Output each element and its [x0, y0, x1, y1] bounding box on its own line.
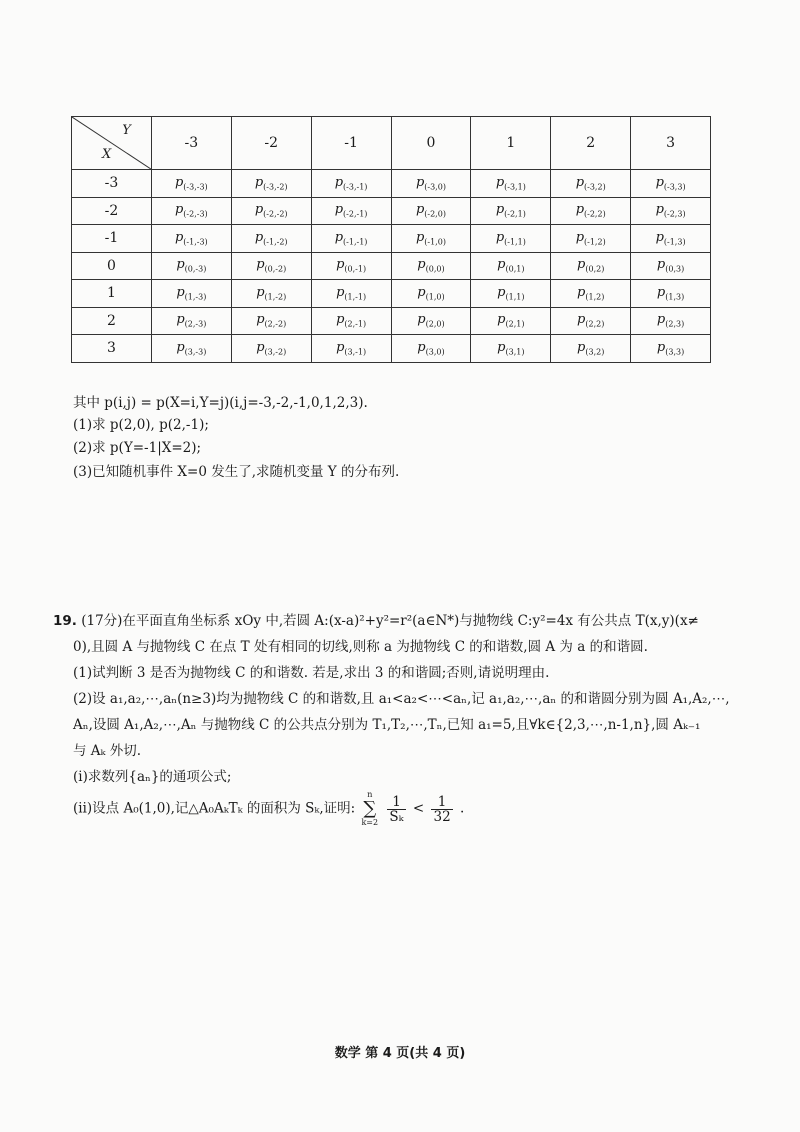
row-header: 1: [72, 280, 152, 308]
corner-y-label: Y: [122, 123, 131, 138]
q18-note: 其中 p(i,j) = p(X=i,Y=j)(i,j=-3,-2,-1,0,1,2,3).: [73, 395, 368, 411]
table-row: [72, 197, 711, 225]
fraction-rhs-denominator: 32: [433, 808, 451, 825]
probability-cell: [231, 170, 311, 198]
probability-cell: [151, 335, 231, 363]
probability-subscript: (-1,3): [663, 237, 686, 247]
probability-cell: [471, 280, 551, 308]
probability-subscript: (0,-2): [264, 265, 287, 275]
probability-subscript: (2,-3): [184, 320, 207, 330]
probability-symbol: $p_{(-2,-3)}$: [174, 202, 208, 220]
probability-subscript: (3,3): [665, 347, 685, 357]
probability-subscript: (1,0): [425, 292, 445, 302]
probability-symbol: $p_{(1,2)}$: [577, 284, 605, 302]
probability-cell: [471, 335, 551, 363]
table-row: [72, 280, 711, 308]
probability-symbol: $p_{(-3,-1)}$: [334, 174, 368, 192]
q19-line1: [53, 608, 753, 634]
probability-cell: [391, 307, 471, 335]
probability-cell: [151, 280, 231, 308]
probability-cell: [551, 307, 631, 335]
probability-subscript: (3,-2): [264, 347, 287, 357]
probability-cell: [631, 252, 711, 280]
probability-symbol: $p_{(2,-1)}$: [336, 312, 367, 330]
probability-subscript: (1,3): [665, 292, 685, 302]
probability-cell: [471, 170, 551, 198]
probability-symbol: $p_{(3,0)}$: [417, 339, 445, 357]
table-row: [72, 307, 711, 335]
probability-symbol: $p_{(-3,-2)}$: [254, 174, 288, 192]
probability-symbol: $p_{(-1,2)}$: [575, 229, 606, 247]
row-header: 0: [72, 252, 152, 280]
probability-subscript: (-1,-3): [183, 237, 208, 247]
probability-subscript: (3,1): [505, 347, 525, 357]
probability-symbol: $p_{(3,2)}$: [577, 339, 605, 357]
probability-subscript: (3,2): [585, 347, 605, 357]
probability-cell: [391, 170, 471, 198]
probability-cell: [471, 307, 551, 335]
q19-line5: Aₙ,设圆 A₁,A₂,⋯,Aₙ 与抛物线 C 的公共点分别为 T₁,T₂,⋯,Tₙ,已知 a₁=5,且∀k∈{2,3,⋯,n-1,n},圆 Aₖ₋₁: [73, 717, 701, 733]
probability-subscript: (1,-1): [344, 292, 367, 302]
probability-symbol: $p_{(2,0)}$: [417, 312, 445, 330]
probability-symbol: $p_{(-2,-1)}$: [334, 202, 368, 220]
probability-subscript: (1,-3): [184, 292, 207, 302]
probability-subscript: (-3,2): [584, 182, 606, 192]
probability-subscript: (2,2): [585, 320, 605, 330]
probability-subscript: (-3,-3): [183, 182, 208, 192]
probability-cell: [151, 307, 231, 335]
probability-symbol: $p_{(0,-2)}$: [256, 257, 287, 275]
probability-cell: [311, 280, 391, 308]
fraction-lhs-numerator: 1: [387, 795, 405, 810]
probability-subscript: (-1,-1): [343, 237, 368, 247]
probability-subscript: (-2,3): [663, 210, 686, 220]
column-header: 3: [631, 117, 711, 170]
probability-cell: [311, 197, 391, 225]
probability-symbol: $p_{(-1,0)}$: [415, 229, 446, 247]
fraction-rhs-numerator: 1: [431, 795, 452, 810]
probability-subscript: (-3,-1): [343, 182, 368, 192]
q19-line8-text: (ⅱ)设点 A₀(1,0),记△A₀AₖTₖ 的面积为 Sₖ,证明:: [73, 800, 356, 817]
probability-symbol: $p_{(0,2)}$: [577, 257, 605, 275]
probability-symbol: $p_{(-1,-2)}$: [254, 229, 288, 247]
q18-part1: (1)求 p(2,0), p(2,-1);: [73, 417, 209, 433]
probability-subscript: (-3,0): [424, 182, 446, 192]
page-footer: 数学 第 4 页(共 4 页): [334, 1046, 466, 1061]
table-row: [72, 252, 711, 280]
probability-symbol: $p_{(-1,1)}$: [495, 229, 526, 247]
column-header: -2: [231, 117, 311, 170]
probability-subscript: (-1,1): [504, 237, 526, 247]
probability-cell: [311, 252, 391, 280]
column-header: 0: [391, 117, 471, 170]
q19-line8-end: .: [459, 800, 465, 817]
probability-symbol: $p_{(1,1)}$: [497, 284, 525, 302]
row-header: 2: [72, 307, 152, 335]
probability-subscript: (2,-2): [264, 320, 287, 330]
probability-symbol: $p_{(2,1)}$: [497, 312, 525, 330]
table-corner-cell: [72, 117, 152, 170]
probability-symbol: $p_{(-3,-3)}$: [174, 174, 208, 192]
probability-symbol: $p_{(-1,-3)}$: [174, 229, 208, 247]
probability-cell: [391, 280, 471, 308]
fraction-lhs-denominator: Sₖ: [389, 808, 404, 825]
probability-cell: [471, 252, 551, 280]
q19-line7: (ⅰ)求数列{aₙ}的通项公式;: [73, 769, 232, 785]
sum-lower-limit: k=2: [361, 818, 379, 827]
probability-cell: [311, 170, 391, 198]
less-than: <: [412, 800, 425, 817]
probability-subscript: (-3,3): [663, 182, 686, 192]
probability-cell: [631, 335, 711, 363]
probability-cell: [231, 280, 311, 308]
probability-cell: [311, 335, 391, 363]
probability-subscript: (-2,-1): [343, 210, 368, 220]
diagonal-line: [72, 117, 151, 169]
q19-line1-text: (17分)在平面直角坐标系 xOy 中,若圆 A:(x-a)²+y²=r²(a∈N*)与抛物线 C:y²=4x 有公共点 T(x,y)(x≠: [81, 613, 699, 629]
table-row: [72, 225, 711, 253]
probability-symbol: $p_{(1,3)}$: [656, 284, 685, 302]
column-header: -1: [311, 117, 391, 170]
probability-subscript: (-3,-2): [263, 182, 288, 192]
column-header: 1: [471, 117, 551, 170]
sum-upper-limit: n: [367, 790, 373, 799]
q19-line8: [53, 790, 753, 828]
probability-cell: [231, 335, 311, 363]
probability-subscript: (0,3): [665, 265, 685, 275]
probability-cell: [631, 197, 711, 225]
probability-subscript: (-3,1): [504, 182, 526, 192]
probability-cell: [311, 225, 391, 253]
q19-line4: (2)设 a₁,a₂,⋯,aₙ(n≥3)均为抛物线 C 的和谐数,且 a₁<a₂<⋯<aₙ,记 a₁,a₂,⋯,aₙ 的和谐圆分别为圆 A₁,A₂,⋯,: [73, 691, 730, 707]
probability-symbol: $p_{(1,-2)}$: [256, 284, 287, 302]
probability-subscript: (1,-2): [264, 292, 287, 302]
probability-subscript: (-2,-2): [263, 210, 288, 220]
sum-symbol: ∑: [363, 798, 377, 819]
probability-symbol: $p_{(-3,0)}$: [415, 174, 446, 192]
probability-cell: [551, 252, 631, 280]
probability-symbol: $p_{(0,1)}$: [497, 257, 525, 275]
probability-subscript: (3,-1): [344, 347, 367, 357]
probability-cell: [151, 170, 231, 198]
probability-symbol: $p_{(0,-3)}$: [176, 257, 207, 275]
probability-symbol: $p_{(1,0)}$: [417, 284, 445, 302]
probability-subscript: (2,-1): [344, 320, 367, 330]
probability-symbol: $p_{(2,-3)}$: [176, 312, 207, 330]
probability-subscript: (-1,0): [424, 237, 446, 247]
probability-subscript: (1,2): [585, 292, 605, 302]
probability-symbol: $p_{(0,-1)}$: [336, 257, 367, 275]
fraction-lhs: [387, 795, 405, 824]
probability-subscript: (0,2): [585, 265, 605, 275]
probability-cell: [231, 197, 311, 225]
probability-symbol: $p_{(3,-2)}$: [256, 339, 287, 357]
probability-cell: [391, 335, 471, 363]
probability-symbol: $p_{(0,3)}$: [656, 257, 685, 275]
probability-cell: [151, 225, 231, 253]
probability-symbol: $p_{(3,-1)}$: [336, 339, 367, 357]
probability-symbol: $p_{(-2,2)}$: [575, 202, 606, 220]
probability-symbol: $p_{(-3,3)}$: [655, 174, 686, 192]
column-header: 2: [551, 117, 631, 170]
probability-symbol: $p_{(-1,3)}$: [655, 229, 686, 247]
table-row: [72, 335, 711, 363]
probability-cell: [551, 170, 631, 198]
probability-subscript: (-2,1): [504, 210, 526, 220]
probability-subscript: (-1,-2): [263, 237, 288, 247]
probability-symbol: $p_{(-2,3)}$: [655, 202, 686, 220]
probability-cell: [391, 252, 471, 280]
probability-symbol: $p_{(2,3)}$: [656, 312, 685, 330]
column-header: -3: [151, 117, 231, 170]
row-header: -1: [72, 225, 152, 253]
probability-cell: [471, 225, 551, 253]
probability-symbol: $p_{(3,1)}$: [497, 339, 525, 357]
probability-subscript: (-2,-3): [183, 210, 208, 220]
probability-subscript: (3,-3): [184, 347, 207, 357]
probability-symbol: $p_{(0,0)}$: [417, 257, 445, 275]
summation: [361, 790, 378, 828]
table-row: [72, 170, 711, 198]
q19-line3: (1)试判断 3 是否为抛物线 C 的和谐数. 若是,求出 3 的和谐圆;否则,请说明理由.: [73, 665, 550, 681]
probability-cell: [631, 170, 711, 198]
probability-cell: [231, 252, 311, 280]
probability-symbol: $p_{(-3,2)}$: [575, 174, 606, 192]
probability-cell: [391, 225, 471, 253]
probability-cell: [311, 307, 391, 335]
probability-subscript: (-2,0): [424, 210, 446, 220]
table-header-row: [72, 117, 711, 170]
probability-symbol: $p_{(-3,1)}$: [495, 174, 526, 192]
probability-symbol: $p_{(-1,-1)}$: [334, 229, 368, 247]
question-19: [53, 608, 753, 828]
probability-symbol: $p_{(3,-3)}$: [176, 339, 207, 357]
probability-cell: [551, 197, 631, 225]
probability-subscript: (2,3): [665, 320, 685, 330]
probability-subscript: (0,1): [505, 265, 525, 275]
probability-symbol: $p_{(3,3)}$: [656, 339, 685, 357]
probability-cell: [151, 197, 231, 225]
probability-cell: [551, 335, 631, 363]
corner-x-label: X: [102, 147, 112, 162]
probability-cell: [551, 280, 631, 308]
probability-symbol: $p_{(-2,-2)}$: [254, 202, 288, 220]
row-header: 3: [72, 335, 152, 363]
probability-cell: [391, 197, 471, 225]
q19-line2: 0),且圆 A 与抛物线 C 在点 T 处有相同的切线,则称 a 为抛物线 C 的和谐数,圆 A 为 a 的和谐圆.: [73, 639, 648, 655]
probability-subscript: (2,1): [505, 320, 525, 330]
probability-subscript: (2,0): [425, 320, 445, 330]
probability-symbol: $p_{(-2,1)}$: [495, 202, 526, 220]
probability-symbol: $p_{(2,2)}$: [577, 312, 605, 330]
q18-part3: (3)已知随机事件 X=0 发生了,求随机变量 Y 的分布列.: [73, 464, 400, 480]
probability-cell: [631, 307, 711, 335]
row-header: -3: [72, 170, 152, 198]
probability-cell: [551, 225, 631, 253]
probability-symbol: $p_{(-2,0)}$: [415, 202, 446, 220]
probability-cell: [151, 252, 231, 280]
q19-number: 19.: [53, 613, 77, 629]
row-header: -2: [72, 197, 152, 225]
fraction-rhs: [431, 795, 452, 824]
probability-subscript: (0,-1): [344, 265, 367, 275]
probability-cell: [631, 225, 711, 253]
probability-cell: [631, 280, 711, 308]
q18-part2: (2)求 p(Y=-1|X=2);: [73, 440, 202, 456]
probability-symbol: $p_{(2,-2)}$: [256, 312, 287, 330]
probability-subscript: (-1,2): [584, 237, 606, 247]
probability-subscript: (3,0): [425, 347, 445, 357]
probability-subscript: (-2,2): [584, 210, 606, 220]
probability-subscript: (1,1): [505, 292, 525, 302]
probability-subscript: (0,0): [425, 265, 445, 275]
probability-cell: [231, 225, 311, 253]
probability-symbol: $p_{(1,-1)}$: [336, 284, 367, 302]
joint-distribution-table: [71, 116, 711, 363]
probability-subscript: (0,-3): [184, 265, 207, 275]
q19-line6: 与 Aₖ 外切.: [73, 743, 142, 759]
probability-cell: [231, 307, 311, 335]
probability-cell: [471, 197, 551, 225]
probability-symbol: $p_{(1,-3)}$: [176, 284, 207, 302]
